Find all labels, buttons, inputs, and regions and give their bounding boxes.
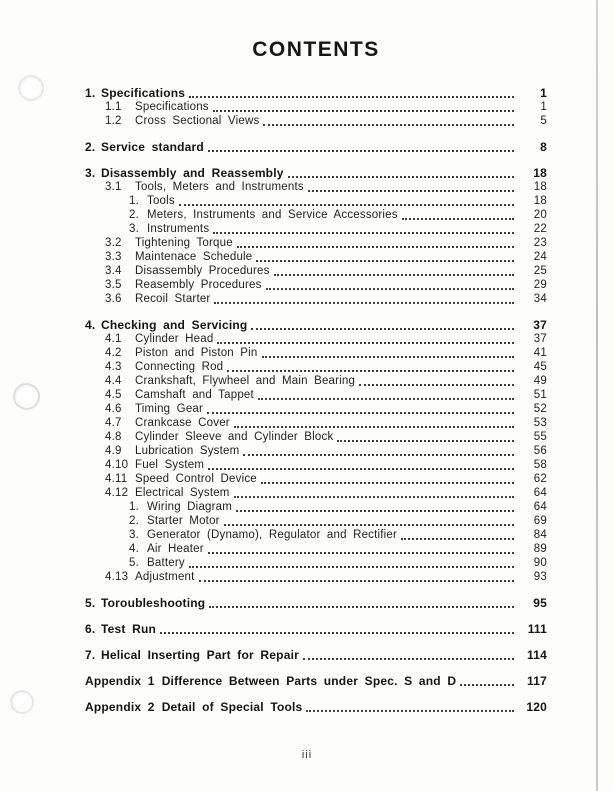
toc-row — [85, 596, 547, 610]
toc-entry-number: 4.12 — [105, 487, 129, 499]
toc-page-number: 95 — [533, 596, 547, 610]
dot-leader — [251, 328, 514, 330]
toc-page-number: 20 — [533, 209, 547, 221]
toc-page-number: 1 — [540, 86, 547, 100]
toc-page-number: 53 — [533, 417, 547, 429]
punch-hole — [18, 75, 44, 101]
page-title: CONTENTS — [252, 38, 380, 61]
toc-row — [85, 486, 547, 500]
toc-row — [85, 542, 547, 556]
toc-entry-number: 4.10 — [105, 459, 129, 471]
toc-entry-label: Tools, Meters and Instruments — [135, 181, 304, 193]
toc-entry-label: Piston and Piston Pin — [135, 347, 258, 359]
dot-leader — [234, 496, 514, 498]
toc-entry-number: 5. — [129, 557, 139, 569]
toc-entry-number: 4.13 — [105, 571, 129, 583]
toc-entry-label: Fuel System — [135, 459, 205, 471]
toc-entry-label: Crankshaft, Flywheel and Main Bearing — [135, 375, 356, 387]
toc-entry-label: Timing Gear — [135, 403, 204, 415]
toc-page-number: 29 — [533, 279, 547, 291]
dot-leader — [189, 566, 514, 568]
toc-page-number: 23 — [533, 237, 547, 249]
toc-entry-label: Helical Inserting Part for Repair — [101, 648, 299, 662]
toc-page-number: 120 — [526, 700, 547, 714]
dot-leader — [402, 218, 514, 220]
toc-entry-number: 4. — [85, 318, 96, 332]
dot-leader — [288, 176, 514, 178]
dot-leader — [236, 510, 514, 512]
toc-row — [85, 208, 547, 222]
dot-leader — [224, 524, 514, 526]
dot-leader — [262, 356, 514, 358]
toc-page-number: 37 — [533, 318, 547, 332]
toc-page-number: 18 — [533, 195, 547, 207]
toc-entry-number: 3.5 — [105, 279, 122, 291]
toc-page-number: 45 — [533, 361, 547, 373]
toc-entry-number: Appendix 1 — [85, 674, 155, 688]
toc-entry-label: Specifications — [135, 101, 209, 113]
toc-row — [85, 222, 547, 236]
toc-row — [85, 318, 547, 332]
dot-leader — [460, 684, 514, 686]
toc-entry-number: 4.7 — [105, 417, 122, 429]
toc-entry-label: Crankcase Cover — [135, 417, 230, 429]
dot-leader — [179, 204, 514, 206]
toc-page-number: 64 — [533, 487, 547, 499]
toc-page-number: 51 — [533, 389, 547, 401]
toc-row — [85, 674, 547, 688]
toc-entry-label: Cylinder Sleeve and Cylinder Block — [135, 431, 334, 443]
toc-entry-number: 3.6 — [105, 293, 122, 305]
toc-page-number: 69 — [533, 515, 547, 527]
dot-leader — [308, 190, 514, 192]
toc-row — [85, 570, 547, 584]
toc-page-number: 111 — [527, 622, 547, 636]
toc-row — [85, 292, 547, 306]
toc-page-number: 34 — [533, 293, 547, 305]
toc-page-number: 62 — [533, 473, 547, 485]
toc-entry-number: 2. — [85, 140, 96, 154]
toc-row — [85, 166, 547, 180]
toc-page-number: 93 — [533, 571, 547, 583]
toc-entry-number: 4.8 — [105, 431, 122, 443]
toc-page-number: 64 — [533, 501, 547, 513]
toc-entry-label: Lubrication System — [135, 445, 240, 457]
toc-page-number: 56 — [533, 445, 547, 457]
toc-entry-number: 1.1 — [105, 101, 122, 113]
toc-row — [85, 648, 547, 662]
toc-entry-number: 3. — [85, 166, 96, 180]
dot-leader — [256, 260, 514, 262]
table-of-contents — [85, 86, 547, 714]
toc-entry-label: Disassembly Procedures — [135, 265, 270, 277]
toc-entry-label: Adjustment — [135, 571, 195, 583]
toc-entry-label: Reasembly Procedures — [135, 279, 262, 291]
toc-entry-label: Speed Control Device — [135, 473, 257, 485]
dot-leader — [208, 150, 514, 152]
dot-leader — [160, 632, 514, 634]
toc-row — [85, 180, 547, 194]
dot-leader — [209, 606, 514, 608]
toc-entry-label: Generator (Dynamo), Regulator and Rectifier — [147, 529, 398, 541]
scan-edge-line — [596, 0, 598, 791]
dot-leader — [337, 440, 514, 442]
toc-row — [85, 458, 547, 472]
toc-entry-label: Battery — [147, 557, 185, 569]
dot-leader — [306, 710, 514, 712]
toc-entry-label: Instruments — [147, 223, 210, 235]
dot-leader — [234, 426, 514, 428]
toc-entry-number: 3. — [129, 529, 139, 541]
toc-row — [85, 402, 547, 416]
dot-leader — [207, 412, 514, 414]
toc-page-number: 5 — [540, 115, 547, 127]
toc-entry-label: Cross Sectional Views — [135, 115, 260, 127]
toc-entry-label: Disassembly and Reassembly — [101, 166, 284, 180]
toc-row — [85, 264, 547, 278]
toc-page-number: 22 — [533, 223, 547, 235]
toc-entry-number: 4.1 — [105, 333, 122, 345]
toc-entry-label: Tightening Torque — [135, 237, 233, 249]
toc-page-number: 1 — [540, 101, 547, 113]
footer-page-number: iii — [301, 749, 313, 761]
toc-row — [85, 388, 547, 402]
toc-page-number: 117 — [527, 674, 547, 688]
toc-page-number: 58 — [533, 459, 547, 471]
toc-entry-label: Checking and Servicing — [101, 318, 248, 332]
toc-row — [85, 86, 547, 100]
toc-entry-number: 1.2 — [105, 115, 122, 127]
toc-page-number: 52 — [533, 403, 547, 415]
toc-page-number: 49 — [533, 375, 547, 387]
toc-entry-number: 4.5 — [105, 389, 122, 401]
toc-entry-label: Tools — [147, 195, 175, 207]
dot-leader — [214, 302, 514, 304]
dot-leader — [266, 288, 514, 290]
toc-row — [85, 346, 547, 360]
toc-row — [85, 236, 547, 250]
toc-page-number: 37 — [533, 333, 547, 345]
toc-entry-number: 6. — [85, 622, 96, 636]
dot-leader — [199, 580, 514, 582]
toc-entry-number: 4. — [129, 543, 139, 555]
toc-row — [85, 374, 547, 388]
toc-entry-number: 2. — [129, 209, 139, 221]
toc-row — [85, 278, 547, 292]
toc-row — [85, 528, 547, 542]
dot-leader — [303, 658, 514, 660]
toc-entry-number: 1. — [129, 195, 139, 207]
toc-entry-number: 4.4 — [105, 375, 122, 387]
toc-entry-label: Connecting Rod — [135, 361, 224, 373]
toc-entry-label: Recoil Starter — [135, 293, 211, 305]
toc-page-number: 24 — [533, 251, 547, 263]
toc-row — [85, 250, 547, 264]
toc-row — [85, 194, 547, 208]
toc-row — [85, 430, 547, 444]
punch-hole — [13, 383, 40, 410]
toc-row — [85, 332, 547, 346]
dot-leader — [401, 538, 514, 540]
dot-leader — [189, 96, 514, 98]
toc-row — [85, 514, 547, 528]
dot-leader — [258, 398, 514, 400]
toc-row — [85, 140, 547, 154]
toc-entry-number: 4.6 — [105, 403, 122, 415]
toc-entry-number: 3.3 — [105, 251, 122, 263]
toc-page-number: 84 — [533, 529, 547, 541]
dot-leader — [243, 454, 514, 456]
toc-entry-number: 3.1 — [105, 181, 122, 193]
toc-row — [85, 416, 547, 430]
dot-leader — [213, 110, 514, 112]
toc-entry-label: Camshaft and Tappet — [135, 389, 254, 401]
toc-entry-number: 4.9 — [105, 445, 122, 457]
toc-entry-number: 5. — [85, 596, 96, 610]
dot-leader — [208, 552, 514, 554]
toc-page-number: 25 — [533, 265, 547, 277]
toc-entry-label: Starter Motor — [147, 515, 220, 527]
toc-entry-label: Wiring Diagram — [147, 501, 233, 513]
toc-entry-number: 1. — [129, 501, 139, 513]
toc-entry-label: Specifications — [101, 86, 186, 100]
toc-entry-label: Electrical System — [135, 487, 230, 499]
toc-entry-label: Test Run — [101, 622, 157, 636]
toc-page-number: 18 — [533, 166, 547, 180]
punch-hole — [10, 690, 34, 714]
toc-entry-number: 2. — [129, 515, 139, 527]
toc-row — [85, 444, 547, 458]
toc-page-number: 55 — [533, 431, 547, 443]
toc-entry-number: 7. — [85, 648, 96, 662]
dot-leader — [359, 384, 514, 386]
toc-row — [85, 360, 547, 374]
toc-row — [85, 100, 547, 114]
toc-page-number: 114 — [527, 648, 547, 662]
dot-leader — [274, 274, 514, 276]
toc-row — [85, 472, 547, 486]
toc-entry-number: 3.2 — [105, 237, 122, 249]
dot-leader — [263, 124, 514, 126]
toc-row — [85, 500, 547, 514]
dot-leader — [217, 342, 514, 344]
toc-page-number: 18 — [533, 181, 547, 193]
toc-entry-label: Difference Between Parts under Spec. S and D — [161, 674, 457, 688]
toc-entry-number: 4.2 — [105, 347, 122, 359]
dot-leader — [261, 482, 514, 484]
toc-entry-label: Meters, Instruments and Service Accessories — [147, 209, 398, 221]
toc-row — [85, 700, 547, 714]
toc-page-number: 90 — [533, 557, 547, 569]
toc-entry-number: 4.3 — [105, 361, 122, 373]
toc-page-number: 8 — [540, 140, 547, 154]
toc-entry-label: Service standard — [101, 140, 204, 154]
toc-entry-label: Cylinder Head — [135, 333, 214, 345]
toc-entry-number: 3. — [129, 223, 139, 235]
toc-row — [85, 556, 547, 570]
dot-leader — [213, 232, 514, 234]
dot-leader — [227, 370, 514, 372]
toc-row — [85, 114, 547, 128]
dot-leader — [208, 468, 514, 470]
toc-entry-label: Maintenace Schedule — [135, 251, 253, 263]
toc-entry-number: 4.11 — [105, 473, 128, 485]
toc-entry-label: Detail of Special Tools — [161, 700, 303, 714]
toc-entry-label: Air Heater — [147, 543, 204, 555]
toc-entry-label: Toroubleshooting — [101, 596, 206, 610]
toc-entry-number: 1. — [85, 86, 96, 100]
toc-page-number: 41 — [533, 347, 547, 359]
toc-page-number: 89 — [533, 543, 547, 555]
toc-entry-number: Appendix 2 — [85, 700, 155, 714]
dot-leader — [237, 246, 514, 248]
toc-entry-number: 3.4 — [105, 265, 122, 277]
toc-row — [85, 622, 547, 636]
